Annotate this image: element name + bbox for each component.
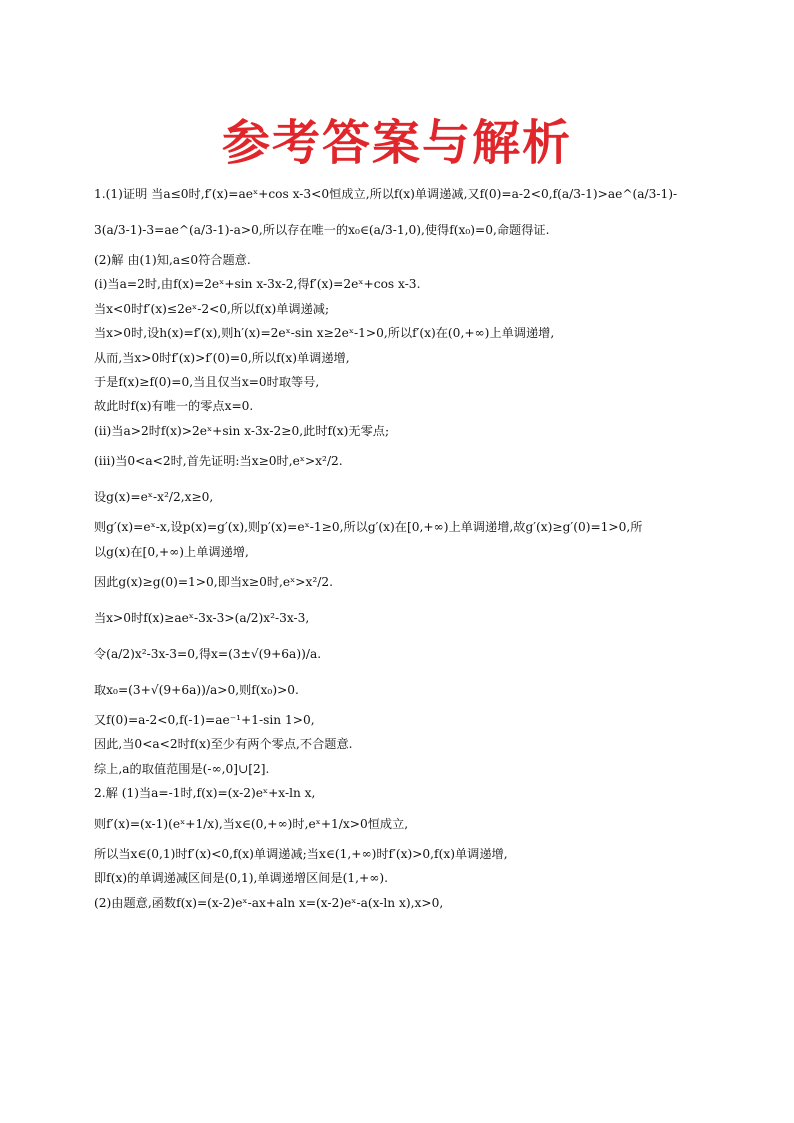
page-title: 参考答案与解析	[221, 115, 572, 171]
text-line: 当x<0时f′(x)≤2eˣ-2<0,所以f(x)单调递减;	[94, 301, 330, 316]
text-line: 则f′(x)=(x-1)(eˣ+1/x),当x∈(0,+∞)时,eˣ+1/x>0恒成立,	[94, 816, 409, 831]
text-line: 1.(1)证明 当a≤0时,f′(x)=aeˣ+cos x-3<0恒成立,所以f(x)单调递减,又f(0)=a-2<0,f(a/3-1)>ae^(a/3-1)-	[94, 187, 678, 201]
text-line: 2.解 (1)当a=-1时,f(x)=(x-2)eˣ+x-ln x,	[94, 786, 316, 801]
text-line: 又f(0)=a-2<0,f(-1)=ae⁻¹+1-sin 1>0,	[94, 713, 315, 728]
text-line: (ⅰ)当a=2时,由f(x)=2eˣ+sin x-3x-2,得f′(x)=2eˣ+cos x-3.	[94, 277, 421, 292]
text-line: (2)解 由(1)知,a≤0符合题意.	[94, 253, 251, 267]
text-line: 因此g(x)≥g(0)=1>0,即当x≥0时,eˣ>x²/2.	[94, 575, 334, 590]
text-line: 取x₀=(3+√(9+6a))/a>0,则f(x₀)>0.	[94, 683, 299, 698]
text-line: 即f(x)的单调递减区间是(0,1),单调递增区间是(1,+∞).	[94, 871, 389, 886]
text-line: 故此时f(x)有唯一的零点x=0.	[94, 399, 254, 414]
text-line: 于是f(x)≥f(0)=0,当且仅当x=0时取等号,	[94, 375, 320, 390]
text-line: 设g(x)=eˣ-x²/2,x≥0,	[94, 490, 214, 505]
text-line: (ⅱ)当a>2时f(x)>2eˣ+sin x-3x-2≥0,此时f(x)无零点;	[94, 423, 390, 438]
text-line: 综上,a的取值范围是(-∞,0]∪[2].	[94, 761, 270, 776]
text-line: 因此,当0<a<2时f(x)至少有两个零点,不合题意.	[94, 737, 353, 752]
text-line: 当x>0时f(x)≥aeˣ-3x-3>(a/2)x²-3x-3,	[94, 611, 310, 626]
text-line: 当x>0时,设h(x)=f′(x),则h′(x)=2eˣ-sin x≥2eˣ-1>0,所以f′(x)在(0,+∞)上单调递增,	[94, 326, 555, 341]
text-line: 从而,当x>0时f′(x)>f′(0)=0,所以f(x)单调递增,	[94, 350, 350, 365]
text-line: (ⅲ)当0<a<2时,首先证明:当x≥0时,eˣ>x²/2.	[94, 454, 343, 469]
text-line: 以g(x)在[0,+∞)上单调递增,	[94, 544, 249, 559]
solution-body	[94, 176, 704, 915]
text-line: 3(a/3-1)-3=ae^(a/3-1)-a>0,所以存在唯一的x₀∈(a/3-1,0),使得f(x₀)=0,命题得证.	[94, 223, 550, 237]
text-line: 则g′(x)=eˣ-x,设p(x)=g′(x),则p′(x)=eˣ-1≥0,所以g′(x)在[0,+∞)上单调递增,故g′(x)≥g′(0)=1>0,所	[94, 520, 643, 535]
text-line: 令(a/2)x²-3x-3=0,得x=(3±√(9+6a))/a.	[94, 647, 322, 662]
text-line: (2)由题意,函数f(x)=(x-2)eˣ-ax+aln x=(x-2)eˣ-a(x-ln x),x>0,	[94, 895, 444, 910]
text-line: 所以当x∈(0,1)时f′(x)<0,f(x)单调递减;当x∈(1,+∞)时f′(x)>0,f(x)单调递增,	[94, 846, 508, 861]
